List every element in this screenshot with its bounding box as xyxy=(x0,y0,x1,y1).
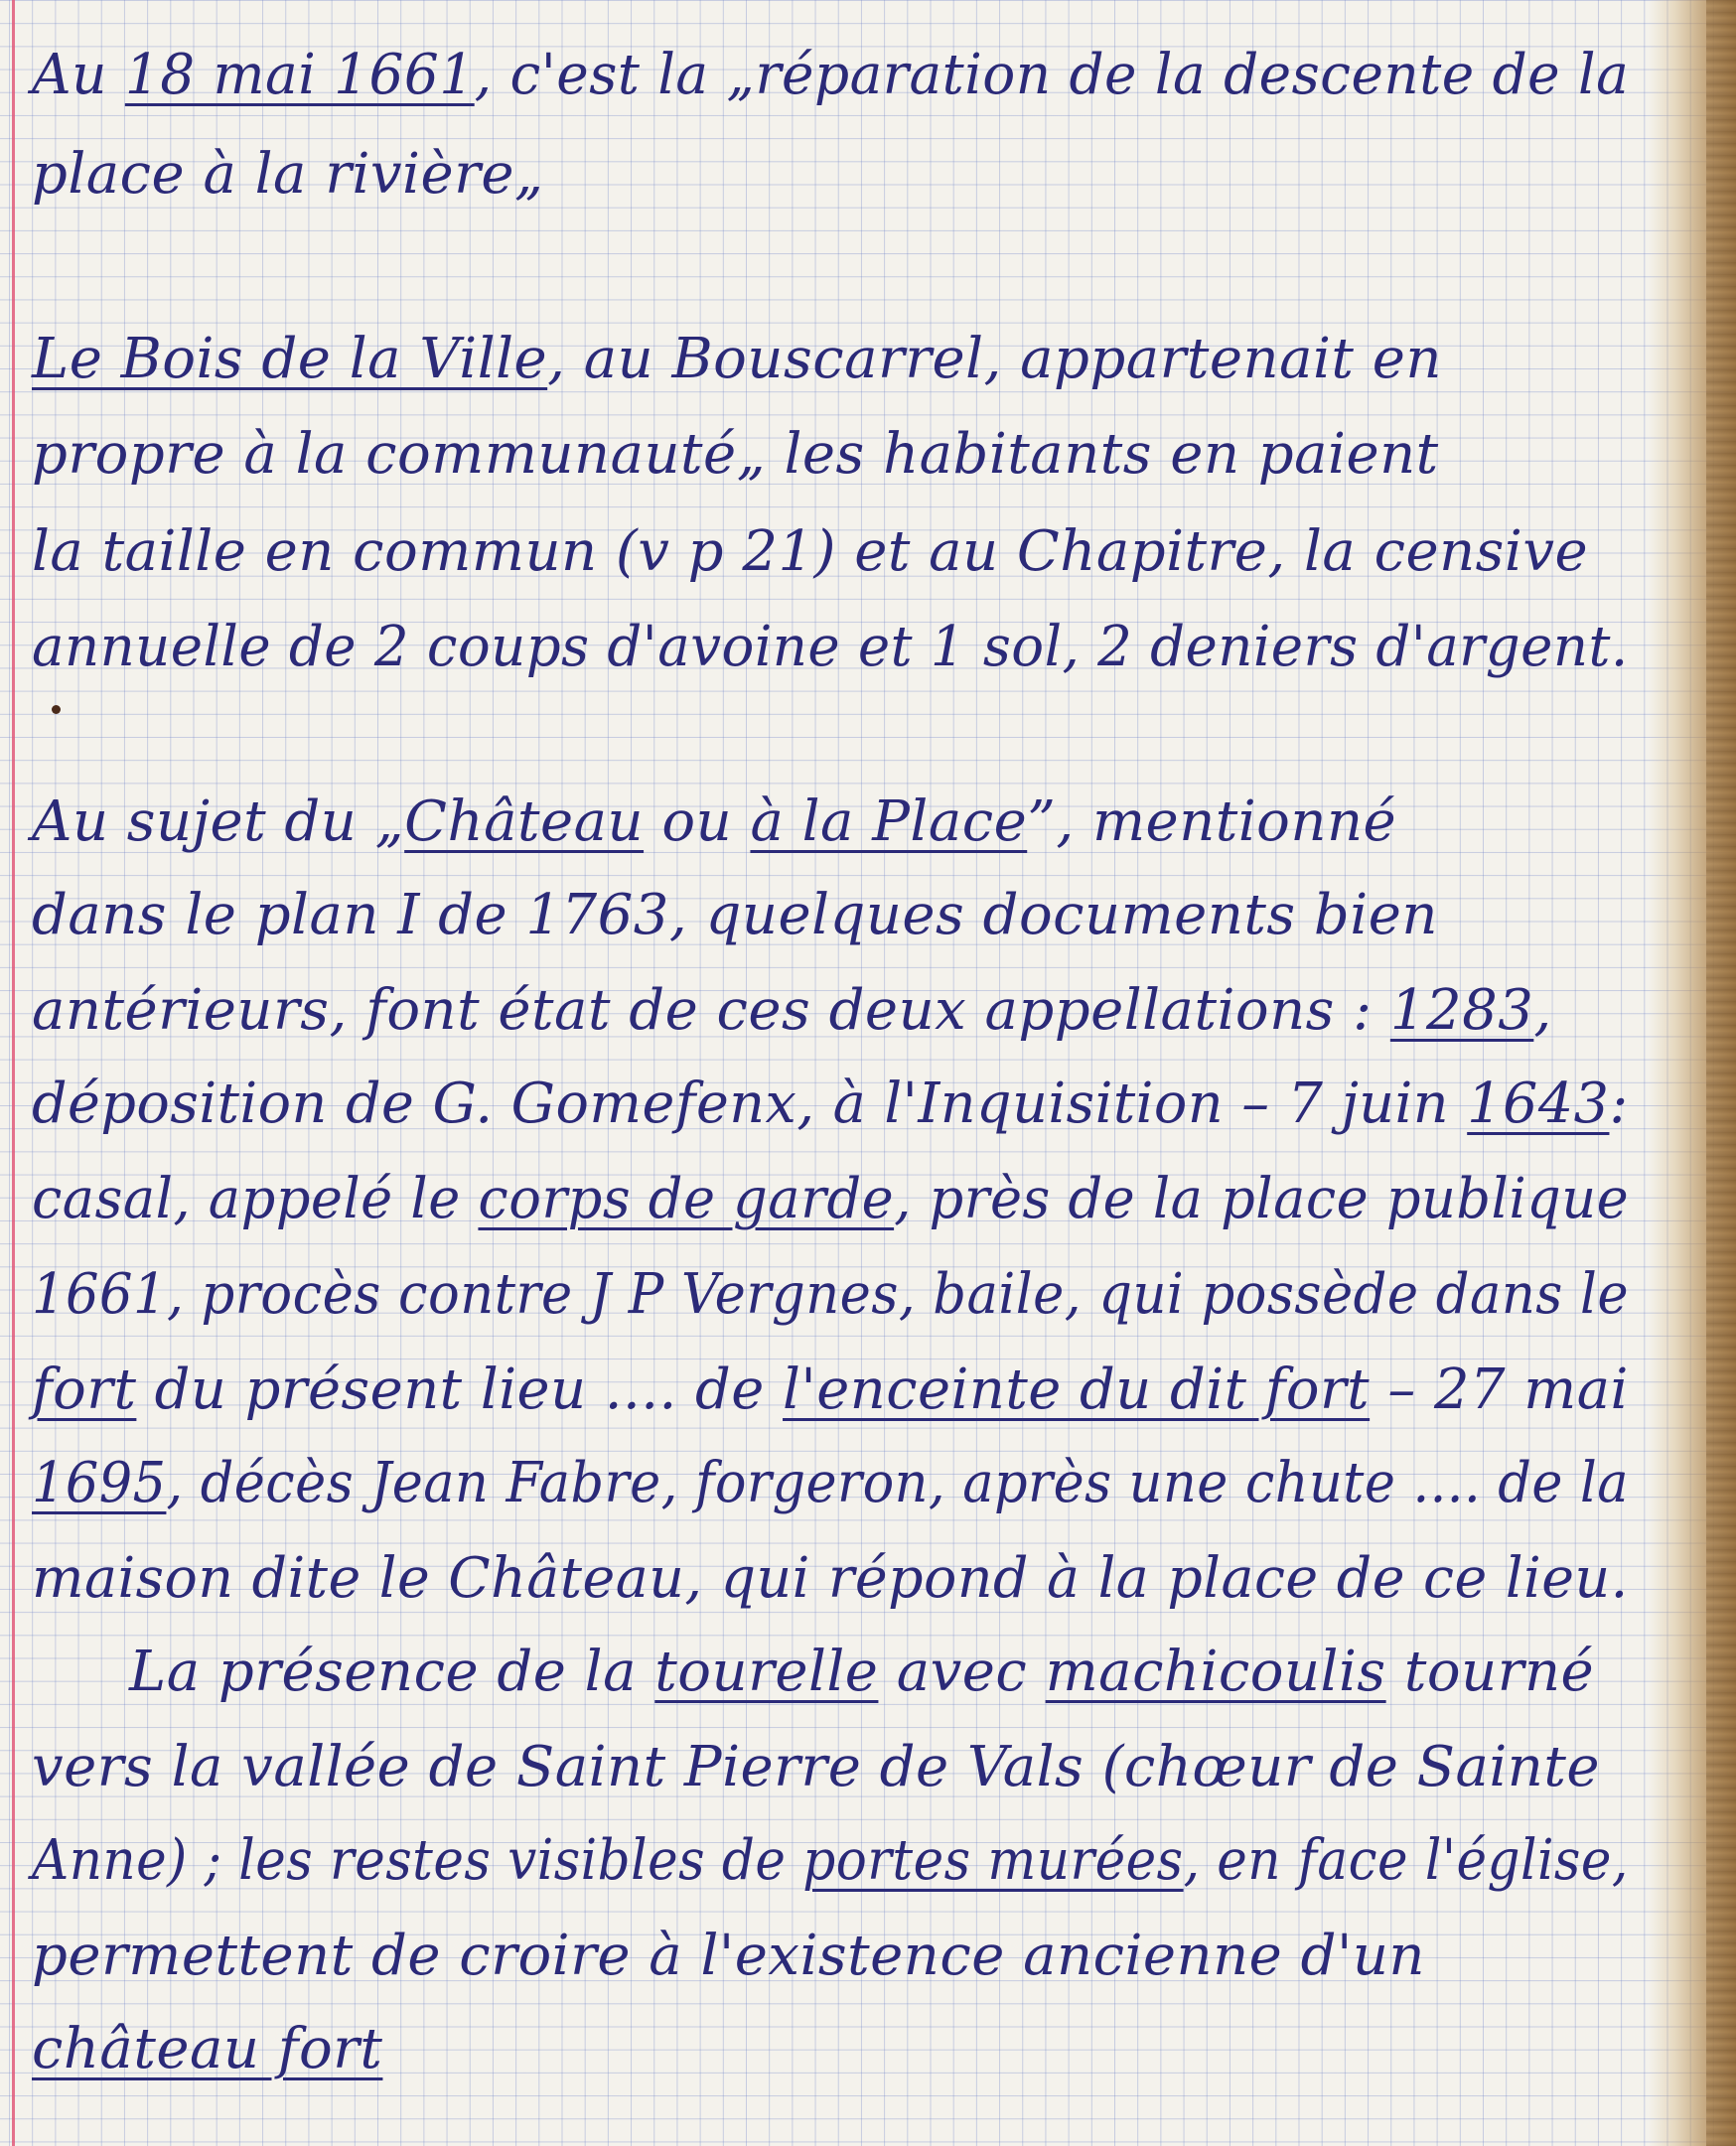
text-line xyxy=(32,1736,1600,1799)
text-line xyxy=(32,328,1442,391)
underlined-phrase: à la Place xyxy=(750,789,1028,854)
text-segment: ”, mentionné xyxy=(1027,789,1397,854)
text-line xyxy=(32,1452,1629,1515)
underlined-phrase: portes murées xyxy=(802,1828,1184,1893)
text-line xyxy=(32,520,1588,584)
text-segment: la taille en commun (v p 21) et au Chapitre, la censive xyxy=(32,519,1589,584)
text-line xyxy=(32,143,544,207)
text-line xyxy=(32,616,1629,679)
text-line xyxy=(32,44,1629,107)
text-segment: casal, appelé le xyxy=(32,1167,479,1231)
text-line xyxy=(32,790,1396,854)
text-line xyxy=(32,1547,1629,1611)
text-segment: , près de la place publique xyxy=(894,1167,1630,1231)
text-segment: place à la rivière„ xyxy=(32,142,544,207)
underlined-phrase: l'enceinte du dit fort xyxy=(783,1358,1371,1422)
underlined-phrase: Château xyxy=(404,789,645,854)
underlined-phrase: fort xyxy=(32,1358,137,1422)
ink-blot xyxy=(52,705,61,714)
text-line xyxy=(32,1263,1629,1327)
text-segment: vers la vallée de Saint Pierre de Vals (chœur de Sainte xyxy=(32,1735,1601,1799)
text-segment: – 27 mai xyxy=(1370,1358,1629,1422)
text-segment: La présence de la xyxy=(129,1640,655,1704)
text-segment: maison dite le Château, qui répond à la place de ce lieu. xyxy=(32,1546,1629,1611)
text-line xyxy=(32,1168,1629,1231)
text-segment: du présent lieu .... de xyxy=(136,1358,784,1422)
text-segment: permettent de croire à l'existence ancienne d'un xyxy=(32,1924,1425,1988)
underlined-phrase: tourelle xyxy=(654,1640,879,1704)
underlined-phrase: château fort xyxy=(32,2017,383,2081)
text-segment: ou xyxy=(644,789,751,854)
text-segment: : xyxy=(1609,1072,1629,1136)
text-line xyxy=(32,1829,1629,1893)
binding-edge xyxy=(1706,0,1736,2146)
text-segment: antérieurs, font état de ces deux appellations : xyxy=(32,978,1390,1043)
text-segment: , xyxy=(1533,978,1552,1043)
text-line xyxy=(32,423,1439,487)
text-line xyxy=(129,1641,1594,1704)
underlined-phrase: 1695 xyxy=(32,1451,167,1515)
text-segment: déposition de G. Gomefenx, à l'Inquisition – 7 juin xyxy=(32,1072,1468,1136)
margin-line xyxy=(12,0,15,2146)
text-line xyxy=(32,1073,1629,1136)
underlined-phrase: 18 mai 1661 xyxy=(124,43,475,107)
text-segment: dans le plan I de 1763, quelques documents bien xyxy=(32,883,1438,947)
text-segment: , en face l'église, xyxy=(1183,1828,1629,1893)
text-line xyxy=(32,979,1552,1043)
text-segment: avec xyxy=(878,1640,1046,1704)
underlined-phrase: machicoulis xyxy=(1045,1640,1386,1704)
text-segment: Au sujet du „ xyxy=(32,789,405,854)
text-segment: 1661, procès contre J P Vergnes, baile, qui possède dans le xyxy=(32,1262,1630,1327)
underlined-phrase: corps de garde xyxy=(478,1167,895,1231)
underlined-phrase: 1283 xyxy=(1389,978,1534,1043)
text-line xyxy=(32,2018,382,2081)
text-segment: , au Bouscarrel, appartenait en xyxy=(547,327,1442,391)
text-segment: Anne) ; les restes visibles de xyxy=(32,1828,803,1893)
underlined-phrase: Le Bois de la Ville xyxy=(32,327,548,391)
text-segment: , décès Jean Fabre, forgeron, après une chute .... de la xyxy=(166,1451,1630,1515)
underlined-phrase: 1643 xyxy=(1467,1072,1610,1136)
text-segment: propre à la communauté„ les habitants en paient xyxy=(32,422,1439,487)
text-segment: annuelle de 2 coups d'avoine et 1 sol, 2 deniers d'argent. xyxy=(32,615,1629,679)
text-segment: , c'est la „réparation de la descente de la xyxy=(474,43,1630,107)
text-line xyxy=(32,1925,1425,1988)
text-line xyxy=(32,884,1438,947)
text-segment: tourné xyxy=(1385,1640,1595,1704)
text-segment: Au xyxy=(32,43,125,107)
text-line xyxy=(32,1359,1629,1422)
